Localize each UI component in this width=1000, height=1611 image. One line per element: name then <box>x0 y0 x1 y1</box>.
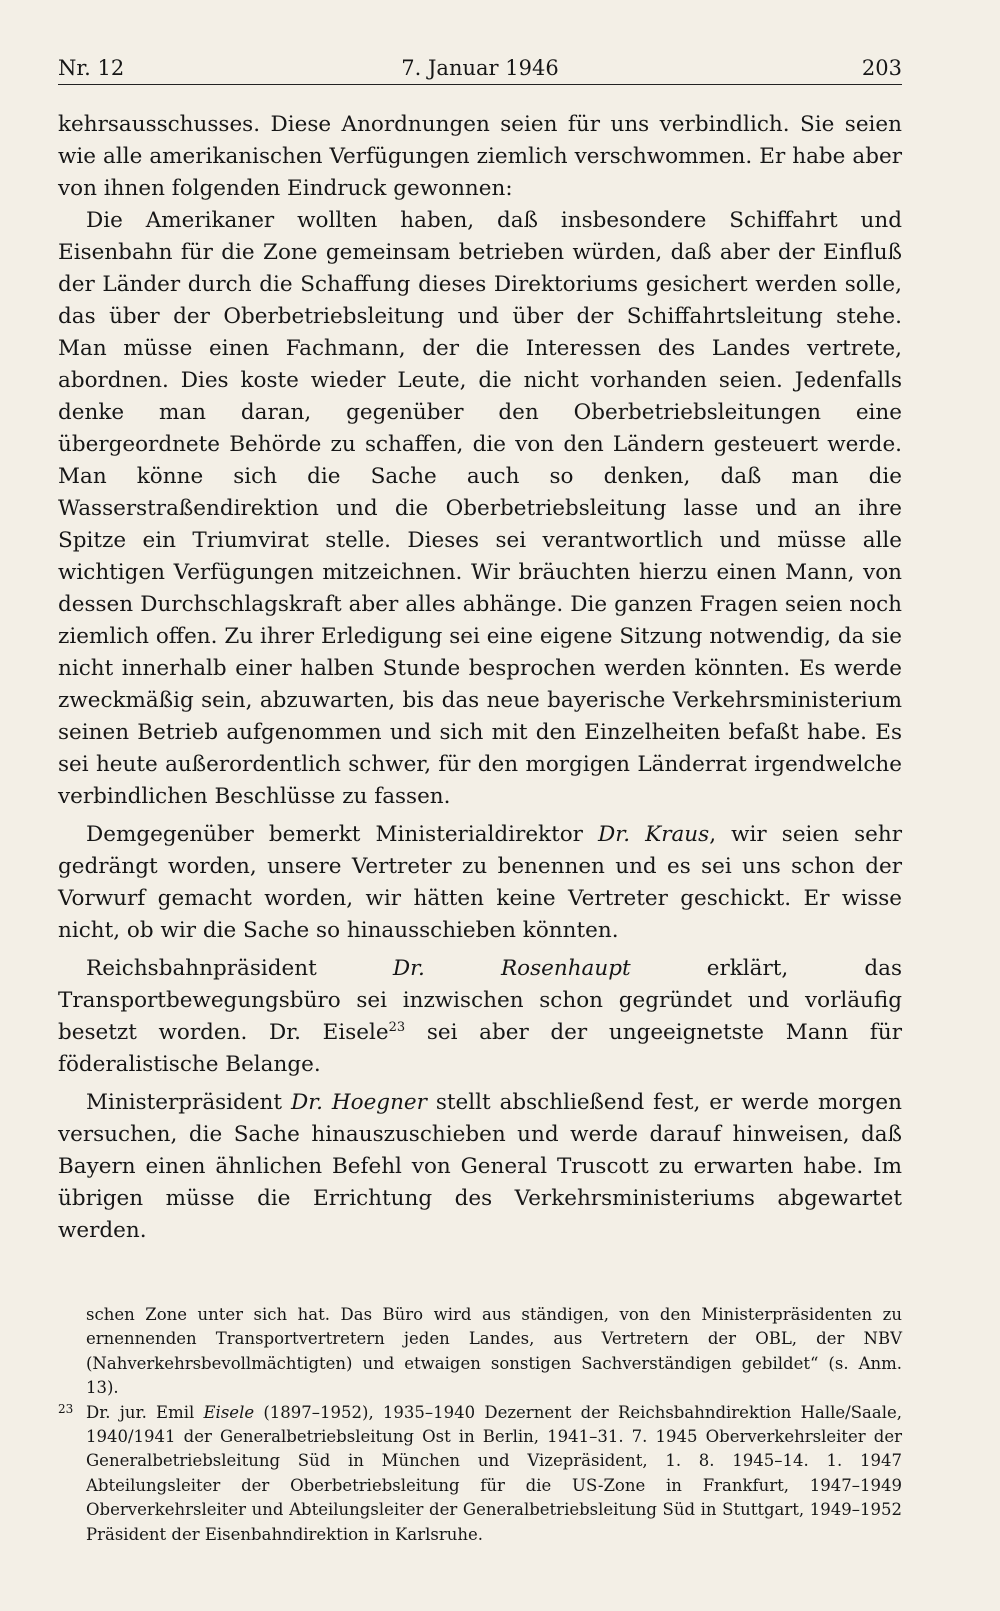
running-header <box>58 48 902 85</box>
footnote-continuation: schen Zone unter sich hat. Das Büro wird aus ständigen, von den Ministerpräsidenten zu ernennenden Transportvertretern jeden Landes, aus Vertretern der OBL, der NBV (Nahverkehrsbevollmächtigten) und etwaigen sonstigen Sachverständigen gebildet“ (s. Anm. 13). <box>86 1305 902 1398</box>
document-page <box>58 48 902 1547</box>
paragraph-1: kehrsausschusses. Diese Anordnungen seien für uns verbindlich. Sie seien wie alle amerikanischen Verfügungen ziemlich verschwommen. Er habe aber von ihnen folgenden Eindruck gewonnen: <box>58 112 902 201</box>
footnotes <box>58 1303 902 1547</box>
footnote-number-23: 23 <box>58 1401 74 1416</box>
header-date: 7. Januar 1946 <box>401 56 559 80</box>
paragraph-3 <box>58 819 902 947</box>
footnote-23 <box>58 1401 902 1547</box>
paragraph-5-text-before: Ministerpräsident <box>86 1090 291 1115</box>
paragraph-4-text-after: sei aber der ungeeignetste Mann für föderalistische Belange. <box>58 1020 902 1077</box>
page-number: 203 <box>861 56 902 80</box>
footnote-23-text-after: (1897–1952), 1935–1940 Dezernent der Reichsbahndirektion Halle/Saale, 1940/1941 der Generalbetriebsleitung Ost in Berlin, 1941–31. 7. 1945 Oberverkehrsleiter der Generalbetriebsleitung Süd in München und Vizepräsident, 1. 8. 1945–14. 1. 1947 Abteilungsleiter der Oberbetriebsleitung für die US-Zone in Frankfurt, 1947–1949 Oberverkehrsleiter und Abteilungsleiter der Generalbetriebsleitung Süd in Stuttgart, 1949–1952 Präsident der Eisenbahndirektion in Karlsruhe. <box>86 1402 902 1544</box>
speaker-name-hoegner: Dr. Hoegner <box>290 1090 427 1115</box>
paragraph-5 <box>58 1087 902 1247</box>
paragraph-5-text-after: stellt abschließend fest, er werde morgen versuchen, die Sache hinauszuschieben und werde darauf hinweisen, daß Bayern einen ähnlichen Befehl von General Truscott zu erwarten habe. Im übrigen müsse die Errichtung des Verkehrsministeriums abgewartet werden. <box>58 1090 902 1243</box>
paragraph-3-text-before: Demgegenüber bemerkt Ministerialdirektor <box>86 822 599 847</box>
speaker-name-rosenhaupt: Dr. Rosenhaupt <box>392 956 631 981</box>
paragraph-4-text-middle: erklärt, das Transportbewegungsbüro sei inzwischen schon gegründet und vorläufig besetzt worden. Dr. Eisele <box>58 956 902 1045</box>
footnote-23-text-before: Dr. jur. Emil <box>86 1402 204 1422</box>
issue-number: Nr. 12 <box>58 56 125 80</box>
paragraph-4-text-before: Reichsbahnpräsident <box>86 956 393 981</box>
footnote-ref-23[interactable]: 23 <box>388 1019 406 1035</box>
paragraph-4 <box>58 953 902 1081</box>
paragraph-2: Die Amerikaner wollten haben, daß insbesondere Schiffahrt und Eisenbahn für die Zone gemeinsam betrieben würden, daß aber der Einfluß der Länder durch die Schaffung dieses Direktoriums gesichert werden solle, das über der Oberbetriebsleitung und über der Schiffahrtsleitung stehe. Man müsse einen Fachmann, der die Interessen des Landes vertrete, abordnen. Dies koste wieder Leute, die nicht vorhanden seien. Jedenfalls denke man daran, gegenüber den Oberbetriebsleitungen eine übergeordnete Behörde zu schaffen, die von den Ländern gesteuert werde. Man könne sich die Sache auch so denken, daß man die Wasserstraßendirektion und die Oberbetriebsleitung lasse und an ihre Spitze ein Triumvirat stelle. Dieses sei verantwortlich und müsse alle wichtigen Verfügungen mitzeichnen. Wir bräuchten hierzu einen Mann, von dessen Durchschlagskraft aber alles abhänge. Die ganzen Fragen seien noch ziemlich offen. Zu ihrer Erledigung sei eine eigene Sitzung notwendig, da sie nicht innerhalb einer halben Stunde besprochen werden könnten. Es werde zweckmäßig sein, abzuwarten, bis das neue bayerische Verkehrsministerium seinen Betrieb aufgenommen und sich mit den Einzelheiten befaßt habe. Es sei heute außerordentlich schwer, für den morgigen Länderrat irgendwelche verbindlichen Beschlüsse zu fassen. <box>58 208 902 809</box>
main-text <box>58 109 902 1247</box>
paragraph-3-text-after: , wir seien sehr gedrängt worden, unsere Vertreter zu benennen und es sei uns schon der Vorwurf gemacht worden, wir hätten keine Vertreter geschickt. Er wisse nicht, ob wir die Sache so hinausschieben könnten. <box>58 822 902 943</box>
footnote-23-name: Eisele <box>203 1402 255 1422</box>
speaker-name-kraus: Dr. Kraus <box>598 822 710 847</box>
